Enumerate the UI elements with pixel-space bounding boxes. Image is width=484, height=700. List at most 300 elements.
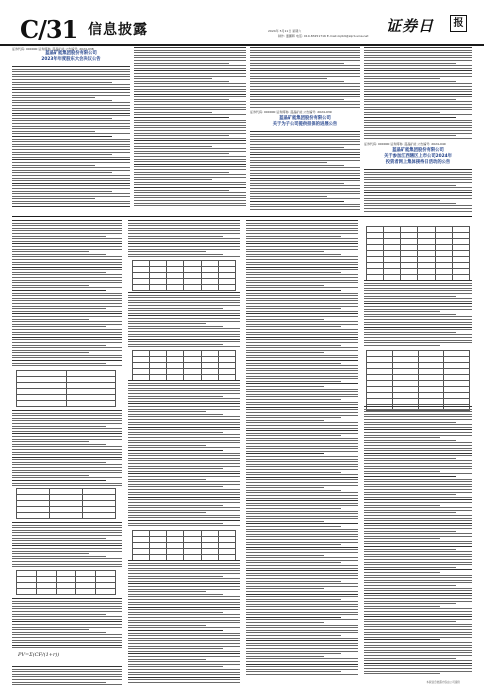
text-line xyxy=(364,130,472,131)
text-line xyxy=(364,437,440,438)
text-line xyxy=(250,57,360,58)
text-line xyxy=(134,83,246,84)
text-line xyxy=(12,566,122,567)
announcement-company: 蓝晶矿能集团股份有限公司 xyxy=(45,51,97,56)
text-line xyxy=(12,332,122,333)
text-line xyxy=(364,445,472,446)
text-line xyxy=(364,525,472,526)
text-line xyxy=(128,576,223,577)
text-line xyxy=(364,70,472,71)
text-line xyxy=(12,172,112,173)
text-line xyxy=(246,394,358,395)
text-line xyxy=(250,149,360,150)
text-line xyxy=(128,599,240,600)
text-line xyxy=(246,256,358,257)
text-line xyxy=(12,321,122,322)
text-line xyxy=(246,632,358,633)
text-line xyxy=(364,172,472,173)
text-line xyxy=(246,339,358,340)
report-body-text xyxy=(128,560,240,685)
text-line xyxy=(250,86,360,87)
text-line xyxy=(364,663,472,664)
text-line xyxy=(246,438,358,439)
text-line xyxy=(364,174,472,175)
text-line xyxy=(250,204,360,205)
text-line xyxy=(12,483,122,484)
text-line xyxy=(364,632,472,633)
text-line xyxy=(128,505,223,506)
text-line xyxy=(128,656,240,657)
text-line xyxy=(364,639,440,640)
text-line xyxy=(246,645,358,646)
text-line xyxy=(364,280,472,281)
text-line xyxy=(364,135,456,136)
text-line xyxy=(364,190,472,191)
text-line xyxy=(364,562,472,563)
text-line xyxy=(364,314,456,315)
text-line xyxy=(128,414,223,415)
text-line xyxy=(12,624,122,625)
text-line xyxy=(364,182,472,183)
text-line xyxy=(12,290,106,291)
text-line xyxy=(12,97,95,98)
text-line xyxy=(128,334,240,335)
text-line xyxy=(128,517,240,518)
text-line xyxy=(246,464,358,465)
report-body-text xyxy=(246,220,358,677)
text-line xyxy=(134,112,212,113)
text-line xyxy=(250,73,360,74)
text-line xyxy=(246,594,358,595)
newspaper-logo: 证券日 xyxy=(386,17,435,35)
text-line xyxy=(12,627,122,628)
text-line xyxy=(12,464,122,465)
text-line xyxy=(364,546,472,547)
text-line xyxy=(364,322,472,323)
text-line xyxy=(364,479,472,480)
text-line xyxy=(128,463,240,464)
text-line xyxy=(134,117,229,118)
text-line xyxy=(246,233,358,234)
text-line xyxy=(246,469,358,470)
text-line xyxy=(128,661,240,662)
text-line xyxy=(364,523,472,524)
text-line xyxy=(12,71,130,72)
text-line xyxy=(364,450,472,451)
text-line xyxy=(250,193,360,194)
text-line xyxy=(128,326,223,327)
text-line xyxy=(12,167,130,168)
text-line xyxy=(128,466,240,467)
text-line xyxy=(246,417,341,418)
text-line xyxy=(12,233,122,234)
text-line xyxy=(364,406,472,407)
text-line xyxy=(246,285,324,286)
text-line xyxy=(128,669,240,670)
text-line xyxy=(134,52,246,53)
text-line xyxy=(12,118,112,119)
text-line xyxy=(128,672,240,673)
text-line xyxy=(364,518,472,519)
text-line xyxy=(128,390,240,391)
text-line xyxy=(364,671,472,672)
text-line xyxy=(364,342,472,343)
text-line xyxy=(246,347,358,348)
text-line xyxy=(364,549,456,550)
text-line xyxy=(12,241,122,242)
text-line xyxy=(128,630,223,631)
text-line xyxy=(246,601,358,602)
text-line xyxy=(134,192,246,193)
text-line xyxy=(12,141,130,142)
text-line xyxy=(12,183,130,184)
text-line xyxy=(128,682,240,683)
text-line xyxy=(12,282,122,283)
text-line xyxy=(364,543,472,544)
text-line xyxy=(246,570,358,571)
text-line xyxy=(12,295,122,296)
text-line xyxy=(12,444,106,445)
text-line xyxy=(364,432,472,433)
text-line xyxy=(12,108,130,109)
text-line xyxy=(364,520,472,521)
text-line xyxy=(12,149,130,150)
text-line xyxy=(364,655,472,656)
text-line xyxy=(128,220,240,221)
text-line xyxy=(128,445,206,446)
text-line xyxy=(246,606,358,607)
text-line xyxy=(12,337,122,338)
text-line xyxy=(12,139,130,140)
text-line xyxy=(250,191,360,192)
text-line xyxy=(134,205,246,206)
text-line xyxy=(364,486,472,487)
text-line xyxy=(12,220,122,221)
text-line xyxy=(364,91,472,92)
editor-info: 制作: 董鹏晖 电话: 010-83251716 E-mail:zqrb9@zqrb.sina.net xyxy=(278,34,369,38)
text-line xyxy=(364,52,472,53)
text-line xyxy=(12,439,122,440)
text-line xyxy=(12,201,130,202)
text-line xyxy=(364,616,472,617)
text-line xyxy=(250,165,344,166)
text-line xyxy=(250,183,344,184)
text-line xyxy=(250,99,344,100)
text-line xyxy=(364,298,472,299)
text-line xyxy=(134,55,246,56)
report-body-text xyxy=(12,410,122,488)
text-line xyxy=(12,538,106,539)
text-line xyxy=(12,535,122,536)
text-line xyxy=(250,131,360,132)
text-line xyxy=(128,565,240,566)
text-line xyxy=(134,184,246,185)
text-line xyxy=(12,454,122,455)
text-line xyxy=(364,598,472,599)
text-line xyxy=(246,526,341,527)
text-line xyxy=(12,191,112,192)
text-line xyxy=(364,492,472,493)
text-line xyxy=(12,120,130,121)
text-line xyxy=(246,308,341,309)
text-line xyxy=(250,50,360,51)
text-line xyxy=(12,629,89,630)
text-line xyxy=(128,648,223,649)
text-line xyxy=(134,195,246,196)
text-line xyxy=(128,427,240,428)
text-line xyxy=(12,666,122,667)
text-line xyxy=(246,456,358,457)
text-line xyxy=(246,560,358,561)
text-line xyxy=(246,472,341,473)
text-line xyxy=(134,50,246,51)
text-line xyxy=(250,206,360,207)
text-line xyxy=(250,136,360,137)
table-cell xyxy=(17,513,50,519)
text-line xyxy=(128,396,223,397)
text-line xyxy=(12,545,122,546)
text-line xyxy=(12,347,122,348)
text-line xyxy=(246,516,358,517)
text-line xyxy=(12,446,122,447)
text-line xyxy=(246,329,358,330)
issue-date: 2024年 5月11日 星期六 xyxy=(268,29,302,33)
text-line xyxy=(12,144,130,145)
text-line xyxy=(128,416,240,417)
text-line xyxy=(250,52,360,53)
text-line xyxy=(246,404,358,405)
text-line xyxy=(246,352,324,353)
text-line xyxy=(128,484,240,485)
text-line xyxy=(364,440,456,441)
text-line xyxy=(12,180,130,181)
text-line xyxy=(246,433,358,434)
text-line xyxy=(364,528,472,529)
text-line xyxy=(134,125,246,126)
announcement-code: 证券代码: 000000 证券简称: 蓝晶矿能 公告编号: 2024-040 xyxy=(364,142,446,146)
text-line xyxy=(128,604,240,605)
text-line xyxy=(364,497,472,498)
announcement-company: 蓝晶矿能集团股份有限公司 xyxy=(279,116,331,121)
text-line xyxy=(246,409,358,410)
text-line xyxy=(12,551,122,552)
text-line xyxy=(364,531,456,532)
text-line xyxy=(364,590,472,591)
text-line xyxy=(364,109,472,110)
text-line xyxy=(128,638,240,639)
text-line xyxy=(364,288,472,289)
text-line xyxy=(364,567,456,568)
text-line xyxy=(128,596,240,597)
text-line xyxy=(128,594,223,595)
text-line xyxy=(246,534,358,535)
text-line xyxy=(246,599,341,600)
text-line xyxy=(250,178,360,179)
text-line xyxy=(364,499,472,500)
text-line xyxy=(128,230,240,231)
text-line xyxy=(128,677,240,678)
text-line xyxy=(12,308,106,309)
text-line xyxy=(250,170,360,171)
announcement-body-text xyxy=(250,47,360,109)
text-line xyxy=(364,660,472,661)
text-line xyxy=(246,451,358,452)
announcement-title-line-2: 投资者网上集体接待日活动的公告 xyxy=(385,160,451,165)
text-line xyxy=(12,254,106,255)
text-line xyxy=(246,622,324,623)
text-line xyxy=(128,249,240,250)
text-line xyxy=(246,461,358,462)
text-line xyxy=(250,70,360,71)
text-line xyxy=(246,251,324,252)
text-line xyxy=(128,476,240,477)
text-line xyxy=(12,329,122,330)
text-line xyxy=(364,57,472,58)
text-line xyxy=(128,344,223,345)
text-line xyxy=(128,640,240,641)
text-line xyxy=(134,65,246,66)
announcement-title: 关于参加江西辖区上市公司2024年 xyxy=(384,154,452,159)
announcement-company: 蓝晶矿能集团股份有限公司 xyxy=(392,148,444,153)
text-line xyxy=(364,416,472,417)
text-line xyxy=(250,209,360,210)
text-line xyxy=(128,481,240,482)
text-line xyxy=(364,510,472,511)
text-line xyxy=(134,138,246,139)
text-line xyxy=(246,573,358,574)
text-line xyxy=(12,133,130,134)
text-line xyxy=(250,101,360,102)
text-line xyxy=(12,146,130,147)
text-line xyxy=(12,480,106,481)
text-line xyxy=(128,450,223,451)
text-line xyxy=(128,486,223,487)
financial-table xyxy=(132,350,236,381)
announcement-body-text xyxy=(250,131,360,211)
text-line xyxy=(134,179,212,180)
text-line xyxy=(246,448,358,449)
text-line xyxy=(128,659,206,660)
text-line xyxy=(12,277,122,278)
text-line xyxy=(12,350,122,351)
text-line xyxy=(246,386,324,387)
text-line xyxy=(364,580,472,581)
text-line xyxy=(128,586,240,587)
text-line xyxy=(12,269,122,270)
text-line xyxy=(246,269,358,270)
text-line xyxy=(128,331,240,332)
text-line xyxy=(246,549,358,550)
text-line xyxy=(364,507,472,508)
text-line xyxy=(128,523,223,524)
text-line xyxy=(12,525,122,526)
text-line xyxy=(364,419,472,420)
text-line xyxy=(246,311,358,312)
text-line xyxy=(246,523,358,524)
text-line xyxy=(364,138,472,139)
text-line xyxy=(134,89,246,90)
text-line xyxy=(128,627,240,628)
text-line xyxy=(134,159,246,160)
text-line xyxy=(246,495,358,496)
text-line xyxy=(246,544,341,545)
text-line xyxy=(246,485,358,486)
text-line xyxy=(134,203,246,204)
text-line xyxy=(128,614,240,615)
text-line xyxy=(128,578,240,579)
text-line xyxy=(12,564,122,565)
valuation-formula: PV=Σ(CF/(1+r)) xyxy=(18,652,60,658)
text-line xyxy=(246,440,358,441)
text-line xyxy=(128,346,240,347)
text-line xyxy=(12,423,122,424)
text-line xyxy=(128,622,240,623)
text-line xyxy=(364,658,456,659)
text-line xyxy=(134,78,212,79)
text-line xyxy=(128,241,240,242)
financial-table xyxy=(16,488,116,519)
text-line xyxy=(12,115,130,116)
text-line xyxy=(250,162,327,163)
text-line xyxy=(364,606,440,607)
text-line xyxy=(128,243,240,244)
text-line xyxy=(246,453,324,454)
text-line xyxy=(12,606,122,607)
text-line xyxy=(364,533,472,534)
announcement-title: 2023年年度股东大会决议公告 xyxy=(41,57,101,62)
text-line xyxy=(246,293,358,294)
text-line xyxy=(364,572,440,573)
text-line xyxy=(134,130,246,131)
text-line xyxy=(250,147,344,148)
text-line xyxy=(12,647,122,648)
text-line xyxy=(134,200,246,201)
text-line xyxy=(128,380,240,381)
table-cell xyxy=(150,285,167,291)
text-line xyxy=(246,280,358,281)
text-line xyxy=(12,334,122,335)
text-line xyxy=(12,342,122,343)
text-line xyxy=(364,185,456,186)
text-line xyxy=(246,399,341,400)
text-line xyxy=(246,477,358,478)
text-line xyxy=(246,228,358,229)
text-line xyxy=(12,319,89,320)
text-line xyxy=(128,492,240,493)
text-line xyxy=(246,287,358,288)
text-line xyxy=(12,561,122,562)
text-line xyxy=(364,94,472,95)
text-line xyxy=(12,645,122,646)
text-line xyxy=(12,162,130,163)
text-line xyxy=(12,74,130,75)
text-line xyxy=(128,563,240,564)
text-line xyxy=(12,228,122,229)
text-line xyxy=(12,249,122,250)
text-line xyxy=(246,617,341,618)
text-line xyxy=(12,420,122,421)
text-line xyxy=(246,415,358,416)
text-line xyxy=(246,625,358,626)
text-line xyxy=(246,482,358,483)
text-line xyxy=(246,319,324,320)
text-line xyxy=(364,327,472,328)
text-line xyxy=(12,113,130,114)
text-line xyxy=(12,674,122,675)
page-header xyxy=(0,0,484,46)
text-line xyxy=(364,595,472,596)
text-line xyxy=(246,282,358,283)
